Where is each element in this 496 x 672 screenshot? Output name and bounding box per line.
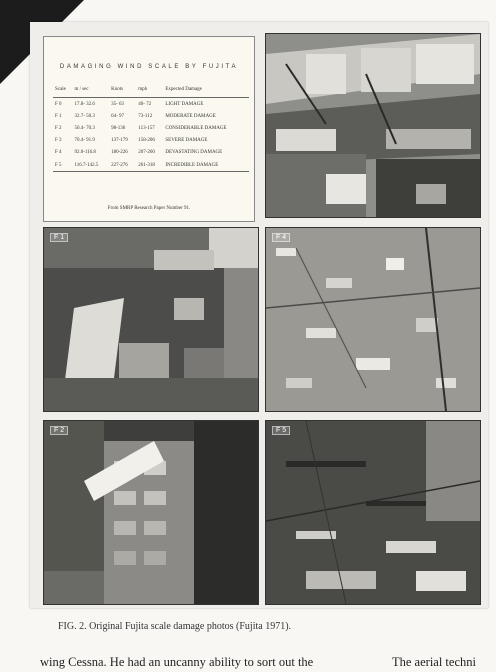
cell-knots: 98-136 <box>111 125 126 131</box>
cell-scale: F 3 <box>55 138 62 144</box>
cell-m-per-sec: 70.4- 91.9 <box>74 138 95 144</box>
photo-f1-damage <box>43 227 259 412</box>
cell-mph: 207-260 <box>138 150 155 156</box>
cell-expected-damage: CONSIDERABLE DAMAGE <box>165 125 227 131</box>
cell-mph: 158-206 <box>138 138 155 144</box>
photo-label-f5: F 5 <box>272 426 290 435</box>
cell-scale: F 1 <box>55 113 62 119</box>
cell-expected-damage: LIGHT DAMAGE <box>165 101 204 107</box>
cell-m-per-sec: 32.7- 50.3 <box>74 113 95 119</box>
table-header-row <box>53 85 249 98</box>
table-row <box>53 98 249 111</box>
photo-f0-damage <box>265 33 481 218</box>
cell-m-per-sec: 17.8- 32.6 <box>74 101 95 107</box>
photo-label-f1: F 1 <box>50 233 68 242</box>
cell-scale: F 2 <box>55 125 62 131</box>
cell-expected-damage: DEVASTATING DAMAGE <box>165 150 223 156</box>
cell-mph: 113-157 <box>138 125 155 131</box>
cell-knots: 180-226 <box>111 150 128 156</box>
cell-mph: 261-318 <box>136 159 163 172</box>
fujita-scale-table <box>53 85 249 172</box>
cell-knots: 64- 97 <box>111 113 125 119</box>
cell-knots: 227-276 <box>109 159 136 172</box>
table-row <box>53 159 249 172</box>
table-source-note: From SMRP Research Paper Number 91. <box>107 206 191 211</box>
table-row <box>53 122 249 134</box>
photo-label-f2: F 2 <box>50 426 68 435</box>
body-text-left: wing Cessna. He had an uncanny ability to sort out the <box>40 655 314 669</box>
cell-m-per-sec: 116.7-142.5 <box>72 159 109 172</box>
header-expected-damage: Expected Damage <box>163 85 249 98</box>
header-m-per-sec: m / sec <box>72 85 109 98</box>
cell-expected-damage: MODERATE DAMAGE <box>165 113 216 119</box>
header-knots: Knots <box>109 85 136 98</box>
cell-expected-damage: SEVERE DAMAGE <box>165 138 208 144</box>
header-mph: mph <box>136 85 163 98</box>
photo-f4-damage <box>265 227 481 412</box>
table-title: DAMAGING WIND SCALE BY FUJITA <box>59 64 239 70</box>
table-row <box>53 135 249 147</box>
cell-m-per-sec: 50.4- 70.3 <box>74 125 95 131</box>
cell-scale: F 4 <box>55 150 62 156</box>
photo-f2-damage <box>43 420 259 605</box>
photo-f5-damage <box>265 420 481 605</box>
cell-expected-damage: INCREDIBLE DAMAGE <box>163 159 249 172</box>
cell-m-per-sec: 92.0-116.8 <box>74 150 96 156</box>
table-row <box>53 147 249 159</box>
cell-scale: F 5 <box>53 159 72 172</box>
cell-scale: F 0 <box>55 101 62 107</box>
body-text-right: The aerial techni <box>392 655 476 669</box>
cell-knots: 35- 63 <box>111 101 125 107</box>
figure-caption: FIG. 2. Original Fujita scale damage photos (Fujita 1971). <box>58 621 292 632</box>
cell-mph: 73-112 <box>138 113 153 119</box>
photo-label-f4: F 4 <box>272 233 290 242</box>
header-scale: Scale <box>53 85 72 98</box>
cell-knots: 137-179 <box>111 138 128 144</box>
table-row <box>53 110 249 122</box>
fujita-scale-table-panel <box>43 36 255 222</box>
cell-mph: 40- 72 <box>138 101 152 107</box>
